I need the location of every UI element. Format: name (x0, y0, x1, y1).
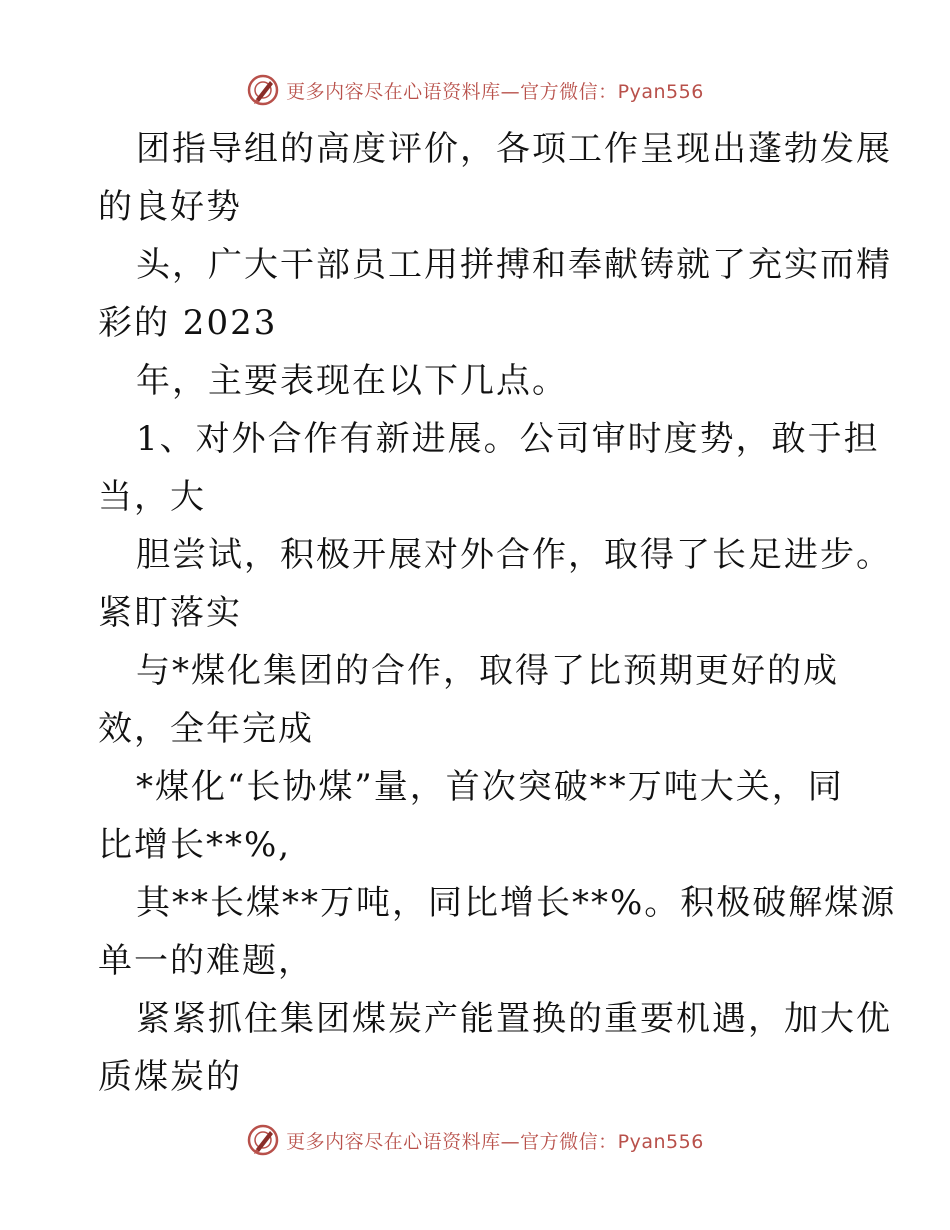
text-line: *煤化“长协煤”量，首次突破**万吨大关，同 (136, 767, 844, 807)
header-banner (0, 70, 950, 110)
text-line: 的良好势 (98, 187, 242, 227)
pen-seal-logo-icon (246, 1123, 280, 1157)
text-line: 1、对外合作有新进展。公司审时度势，敢于担 (136, 419, 880, 459)
text-line: 胆尝试，积极开展对外合作，取得了长足进步。 (136, 535, 892, 575)
text-line: 紧盯落实 (98, 593, 242, 633)
text-line: 头，广大干部员工用拼搏和奉献铸就了充实而精 (136, 245, 892, 285)
banner-text: 更多内容尽在心语资料库—官方微信：Pyan556 (286, 80, 704, 103)
text-line: 单一的难题， (98, 941, 314, 981)
text-line: 质煤炭的 (98, 1057, 242, 1097)
text-line: 与*煤化集团的合作，取得了比预期更好的成 (136, 651, 839, 691)
banner-text: 更多内容尽在心语资料库—官方微信：Pyan556 (286, 1130, 704, 1153)
text-line: 团指导组的高度评价，各项工作呈现出蓬勃发展 (136, 129, 892, 169)
text-line: 紧紧抓住集团煤炭产能置换的重要机遇，加大优 (136, 999, 892, 1039)
text-line: 彩的 2023 (98, 303, 278, 343)
text-line: 年，主要表现在以下几点。 (136, 361, 568, 401)
text-line: 当，大 (98, 477, 206, 517)
footer-banner (0, 1120, 950, 1160)
text-line: 其**长煤**万吨，同比增长**%。积极破解煤源 (136, 883, 897, 923)
text-line: 效，全年完成 (98, 709, 314, 749)
text-line: 比增长**%, (98, 825, 292, 865)
pen-seal-logo-icon (246, 73, 280, 107)
